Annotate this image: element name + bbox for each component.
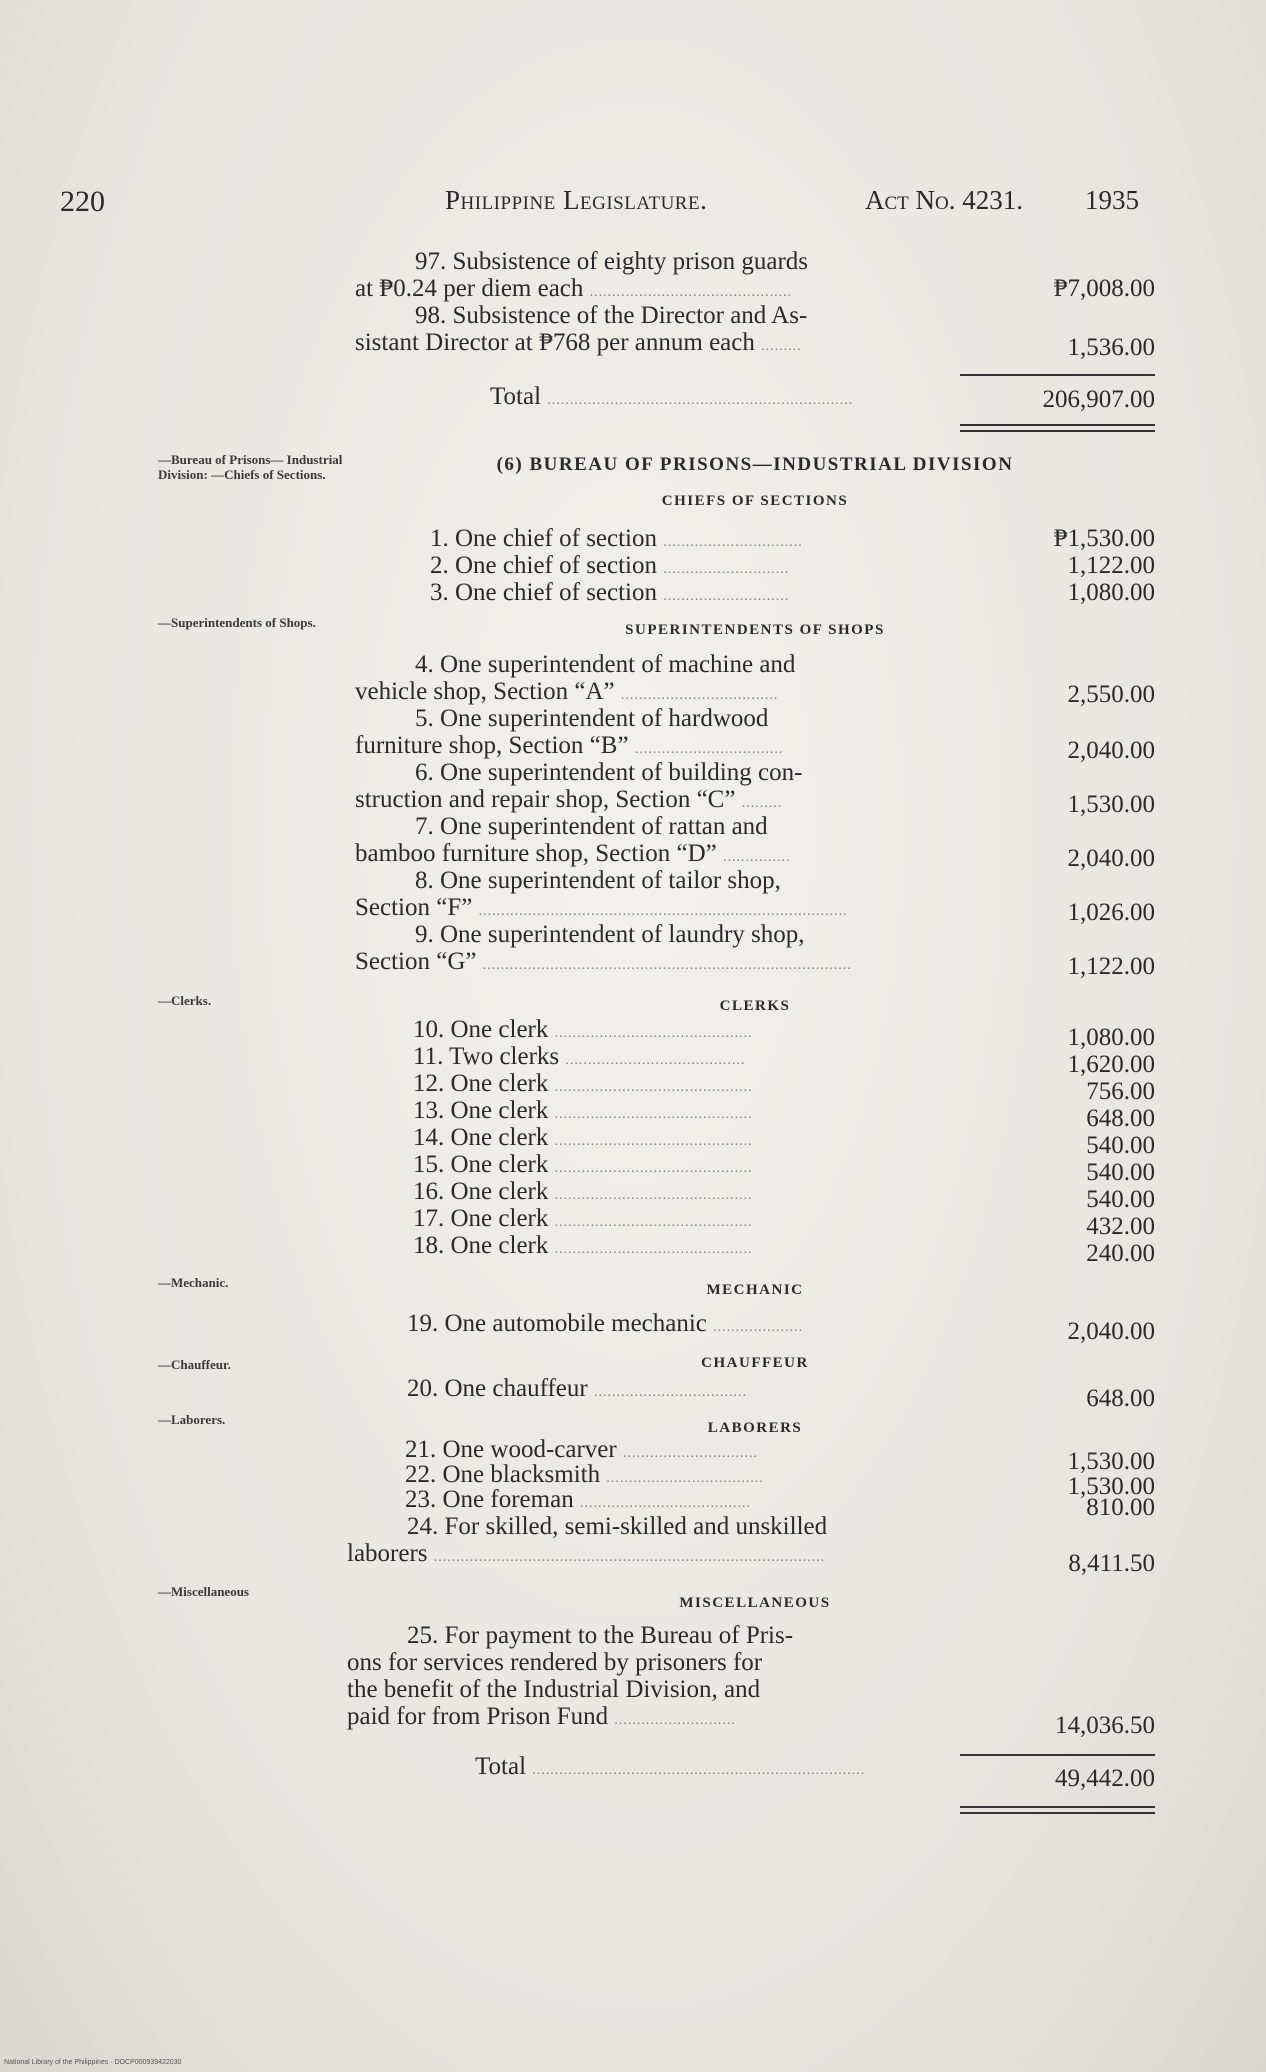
margin-note-chauffeur: —Chauffeur. — [158, 1357, 231, 1372]
amount: 810.00 — [1086, 1494, 1155, 1521]
total-amount: 49,442.00 — [1055, 1765, 1155, 1792]
total-amount: 206,907.00 — [1042, 386, 1155, 413]
margin-note-mechanic: —Mechanic. — [158, 1275, 229, 1290]
document-page: 220 Philippine Legislature. Act No. 4231. 1935 —Bureau of Prisons— Industrial Division: —Chiefs of Sections. —Superintendents of Shops. —Clerks. —Mechanic. —Chauffeur. —Laborers. —Miscellaneous 97. Subsistence of eighty prison guards at ₱0.24 per diem each ............................................. ₱7,008.00 98. Subsistence of the Director and As- sistant Director at ₱768 per annum each ......... 1,536.00 Total .................................................................... 206,907.00 (6) BUREAU OF PRISONS—INDUSTRIAL DIVISION CHIEFS OF SECTIONS 1. One chief of section ............................... ₱1,530.00 2. One chief of section ............................ 1,122.00 3. One chief of section ............................ 1,080.00 SUPERINTENDENTS OF SHOPS 4. One superintendent of machine and vehicle shop, Section “A” ................................... 2,550.00 5. One superintendent of hardwood furniture shop, Section “B” ................................. 2,040.00 6. One superintendent of building con- struction and repair shop, Section “C” ......... 1,530.00 7. One superintendent of rattan and bamboo furniture shop, Section “D” ............... 2,040.00 8. One superintendent of tailor shop, Section “F” .................................................................................. 1,026.00 9. One superintendent of laundry shop, Section “G” .................................................................................. 1,122.00 CLERKS 10. One clerk ............................................ 1,080.00 11. Two clerks ........................................ 1,620.00 12. One clerk ............................................ 756.00 13. One clerk ............................................ 648.00 14. One clerk ............................................ 540.00 15. One clerk ............................................ 540.00 16. One clerk ............................................ 540.00 17. One clerk ............................................ 432.00 18. One clerk ............................................ 240.00 MECHANIC 19. One automobile mechanic .................... 2,040.00 CHAUFFEUR 20. One chauffeur .................................. 648.00 LABORERS 21. One wood-carver .............................. 1,530.00 22. One blacksmith ................................... 1,530.00 23. One foreman ...................................... 810.00 24. For skilled, semi-skilled and unskilled laborers ....................................................................................... 8,411.50 MISCELLANEOUS 25. For payment to the Bureau of Pris- ons for services rendered by prisoners for the benefit of the Industrial Division, and paid for from Prison Fund ........................... 14,036.50 Total .......................................................................... 49,442.00 National Library of the Philippines · DOCP000939422030 — [0, 0, 1266, 2072]
rule — [960, 1754, 1155, 1756]
header-act: Act No. 4231. — [865, 185, 1023, 215]
margin-note-superintendents: —Superintendents of Shops. — [158, 615, 316, 630]
margin-note-bureau: —Bureau of Prisons— Industrial Division: —Chiefs of Sections. — [158, 452, 343, 482]
amount: 2,040.00 — [1067, 845, 1155, 872]
double-rule — [960, 1806, 1155, 1814]
amount: 1,026.00 — [1067, 899, 1155, 926]
section-title: (6) BUREAU OF PRISONS—INDUSTRIAL DIVISION — [496, 454, 1014, 475]
margin-note-miscellaneous: —Miscellaneous — [158, 1584, 249, 1599]
page-header — [60, 185, 1139, 221]
amount: ₱7,008.00 — [1053, 275, 1155, 302]
rule — [960, 374, 1155, 376]
amount: 8,411.50 — [1068, 1550, 1155, 1577]
amount: 2,040.00 — [1067, 737, 1155, 764]
heading-miscellaneous: MISCELLANEOUS — [679, 1595, 831, 1611]
heading-laborers: LABORERS — [707, 1420, 803, 1436]
page-number: 220 — [60, 185, 105, 218]
archive-footer-note: National Library of the Philippines · DOCP000939422030 — [4, 2059, 182, 2066]
amount: 2,040.00 — [1067, 1318, 1155, 1345]
amount: 1,530.00 — [1067, 1448, 1155, 1475]
header-title: Philippine Legislature. — [445, 185, 708, 215]
heading-mechanic: MECHANIC — [706, 1282, 804, 1298]
amount: 1,536.00 — [1067, 334, 1155, 361]
amount: 540.00 — [1086, 1186, 1155, 1213]
amount: 1,122.00 — [1067, 552, 1155, 579]
amount: 240.00 — [1086, 1240, 1155, 1267]
double-rule — [960, 424, 1155, 432]
margin-note-clerks: —Clerks. — [158, 993, 212, 1008]
amount: 1,080.00 — [1067, 579, 1155, 606]
amount: 2,550.00 — [1067, 681, 1155, 708]
amount: 648.00 — [1086, 1385, 1155, 1412]
amount: 1,530.00 — [1067, 1473, 1155, 1500]
header-year: 1935 — [1085, 185, 1139, 215]
heading-clerks: CLERKS — [719, 998, 791, 1014]
amount: 756.00 — [1086, 1078, 1155, 1105]
amount: 540.00 — [1086, 1159, 1155, 1186]
amount: 648.00 — [1086, 1105, 1155, 1132]
heading-chauffeur: CHAUFFEUR — [701, 1355, 809, 1371]
margin-note-laborers: —Laborers. — [158, 1412, 226, 1427]
heading-superintendents: SUPERINTENDENTS OF SHOPS — [625, 622, 885, 638]
amount: 1,530.00 — [1067, 791, 1155, 818]
amount: 432.00 — [1086, 1213, 1155, 1240]
amount: 1,122.00 — [1067, 953, 1155, 980]
amount: 14,036.50 — [1055, 1712, 1155, 1739]
amount: 540.00 — [1086, 1132, 1155, 1159]
heading-chiefs: CHIEFS OF SECTIONS — [661, 493, 849, 509]
amount: 1,620.00 — [1067, 1051, 1155, 1078]
amount: ₱1,530.00 — [1053, 525, 1155, 552]
amount: 1,080.00 — [1067, 1024, 1155, 1051]
